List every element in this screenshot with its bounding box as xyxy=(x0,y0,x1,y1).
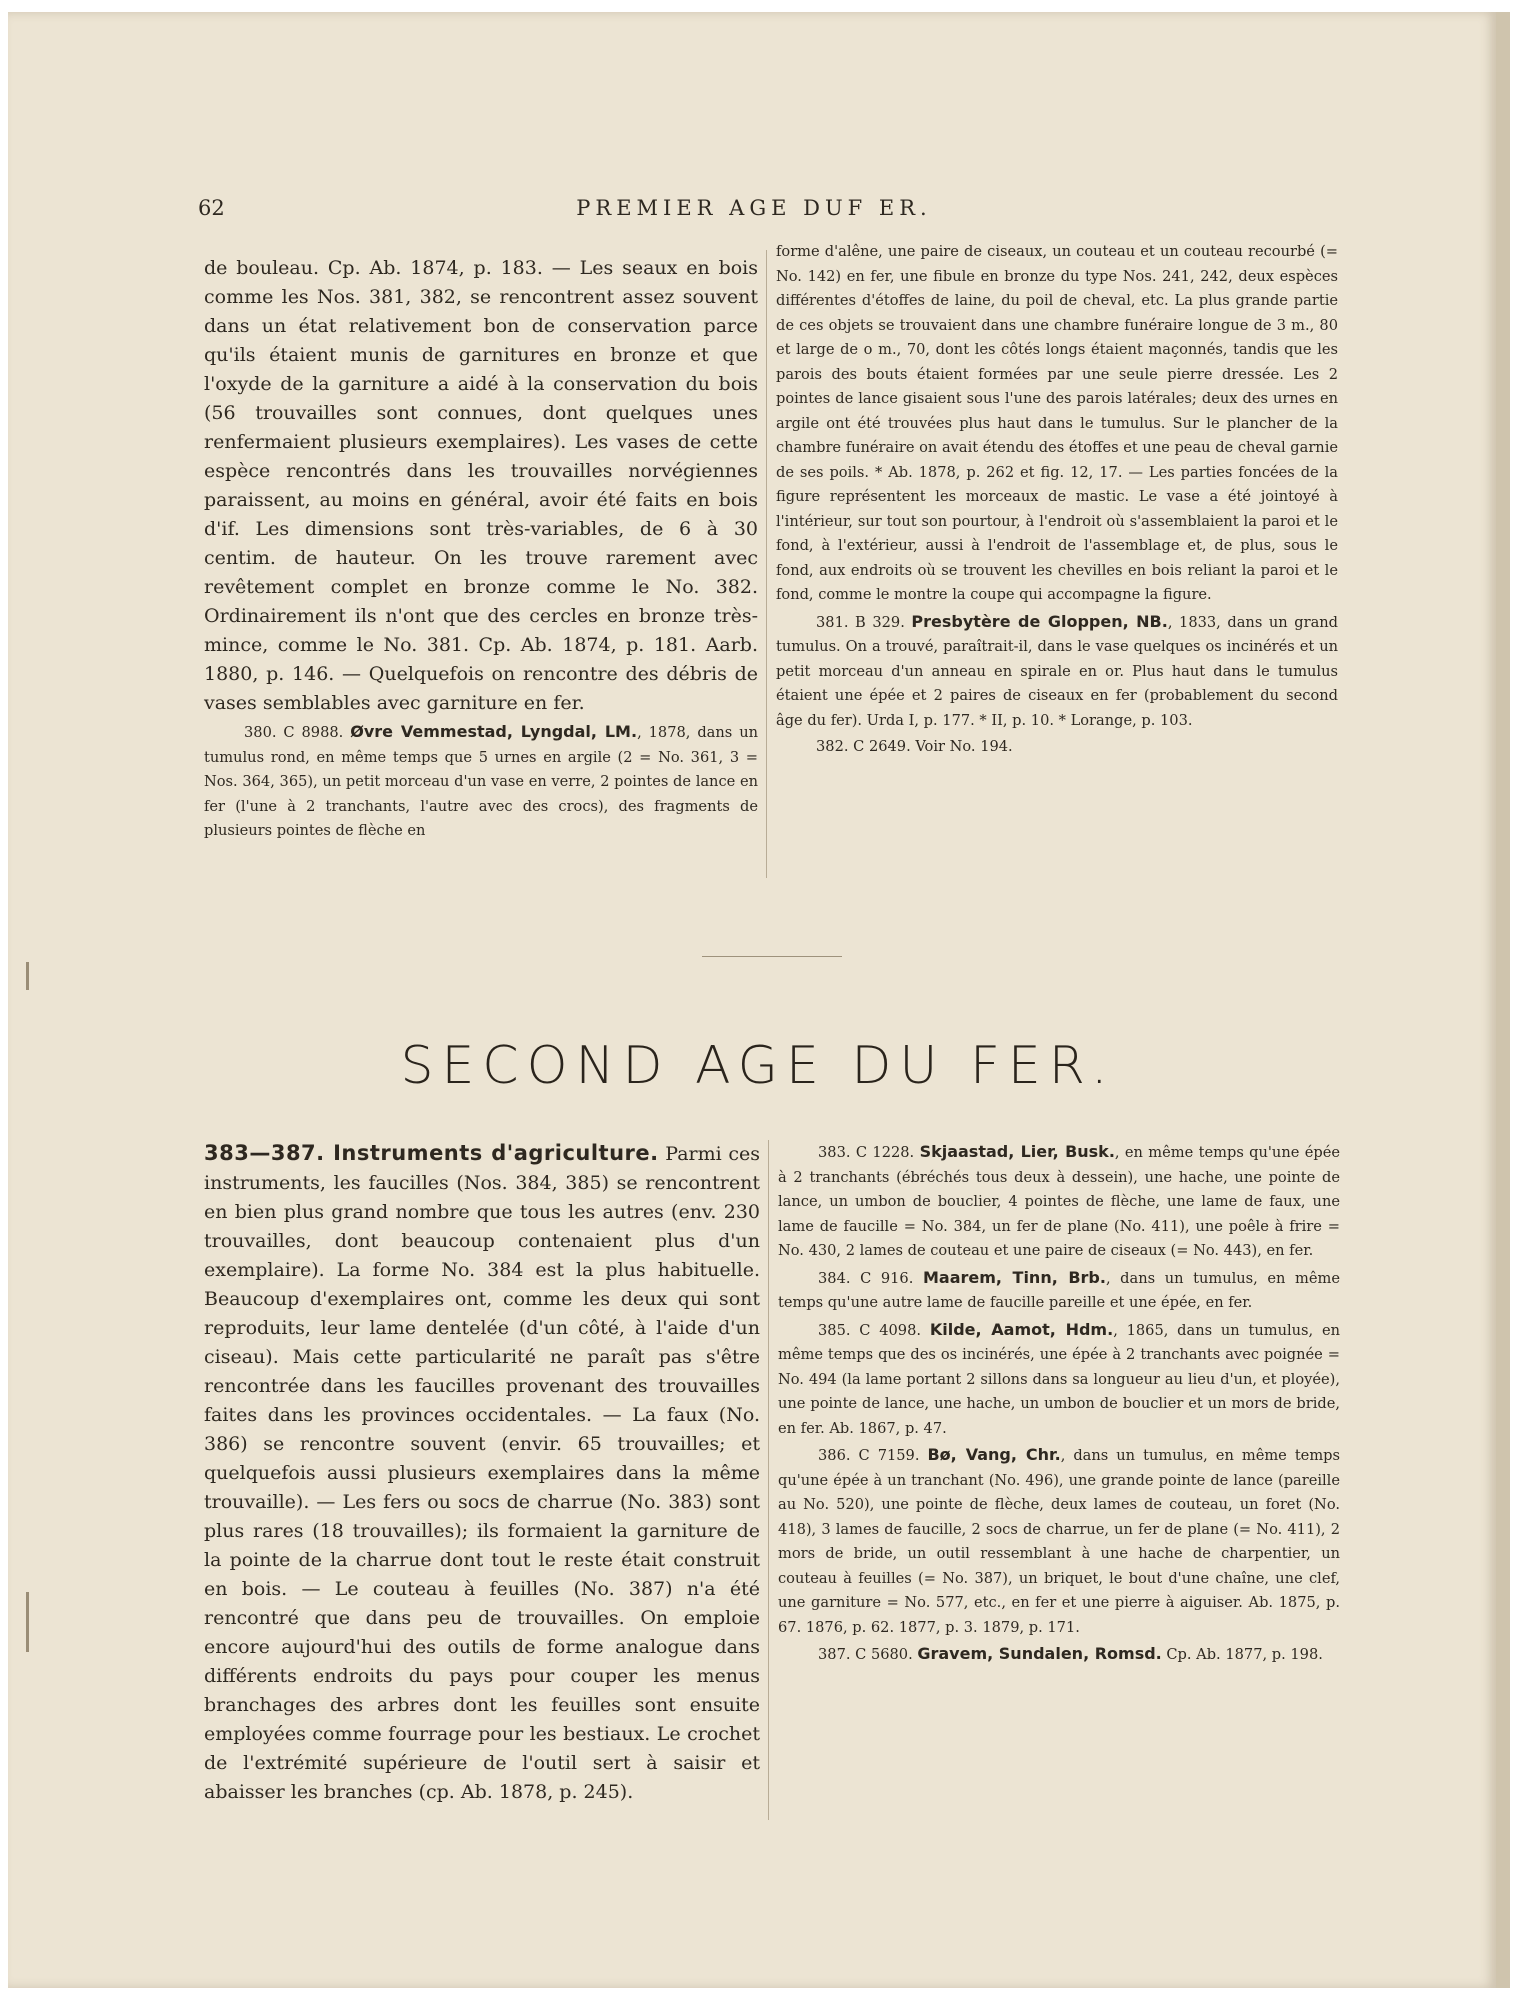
entry-385 xyxy=(778,1318,1340,1442)
page-number: 62 xyxy=(198,196,225,220)
entry-387-text: Cp. Ab. 1877, p. 198. xyxy=(1161,1646,1323,1663)
entry-380-place: Øvre Vemmestad, Lyngdal, LM. xyxy=(350,722,638,741)
paragraph-agriculture-text: Parmi ces instruments, les faucilles (Nos. 384, 385) se rencontrent en bien plus grand nombre que tous les autres (env. 230 trouvailles, dont beaucoup contenaient plus d'un exemplaire). La forme No. 384 est la plus habituelle. Beaucoup d'exemplaires ont, comme les deux qui sont reproduits, leur lame dentelée (d'un côté, à l'aide d'un ciseau). Mais cette particularité ne paraît pas s'être rencontrée dans les faucilles provenant des trouvailles faites dans les provinces occidentales. — La faux (No. 386) se rencontre souvent (envir. 65 trouvailles; et quelquefois aussi plusieurs exemplaires dans la même trouvaille). — Les fers ou socs de charrue (No. 383) sont plus rares (18 trouvailles); ils formaient la garniture de la pointe de la charrue dont tout le reste était construit en bois. — Le couteau à feuilles (No. 387) n'a été rencontré que dans peu de trouvailles. On emploie encore aujourd'hui des outils de forme analogue dans différents endroits du pays pour couper les menus branchages des arbres dont les feuilles sont ensuite employées comme fourrage pour les bestiaux. Le crochet de l'extrémité supérieure de l'outil sert à saisir et abaisser les branches (cp. Ab. 1878, p. 245). xyxy=(204,1143,760,1803)
entry-386-place: Bø, Vang, Chr. xyxy=(927,1445,1061,1464)
entry-382: 382. C 2649. Voir No. 194. xyxy=(816,738,1013,755)
entry-387 xyxy=(778,1642,1340,1668)
page-edge-mark xyxy=(26,962,29,990)
bottom-right-column xyxy=(778,1138,1340,1668)
entry-387-number: 387. C 5680. xyxy=(818,1646,913,1663)
paragraph-buckets: de bouleau. Cp. Ab. 1874, p. 183. — Les seaux en bois comme les Nos. 381, 382, se rencontrent assez souvent dans un état relativement bon de conservation parce qu'ils étaient munis de garnitures en bronze et que l'oxyde de la garniture a aidé à la conservation du bois (56 trouvailles sont connues, dont quelques unes renfermaient plusieurs exemplaires). Les vases de cette espèce rencontrés dans les trouvailles norvégiennes paraissent, au moins en général, avoir été faits en bois d'if. Les dimensions sont très-variables, de 6 à 30 centim. de hauteur. On les trouve rarement avec revêtement complet en bronze comme le No. 382. Ordinairement ils n'ont que des cercles en bronze très-mince, comme le No. 381. Cp. Ab. 1874, p. 181. Aarb. 1880, p. 146. — Quelquefois on rencontre des débris de vases semblables avec garniture en fer. xyxy=(204,257,758,714)
entry-384-place: Maarem, Tinn, Brb. xyxy=(922,1267,1106,1287)
entry-385-number: 385. C 4098. xyxy=(818,1321,922,1339)
entry-383 xyxy=(778,1140,1340,1264)
entry-383-text: , en même temps qu'une épée à 2 tranchants (ébréchés tous deux à dessein), une hache, une pointe de lance, un umbon de bouclier, 4 pointes de flèche, une lame de faux, une lame de faucille = No. 384, un fer de plane (No. 411), une poêle à frire = No. 430, 2 lames de couteau et une paire de ciseaux (= No. 443), en fer. xyxy=(778,1144,1340,1259)
column-divider-top xyxy=(766,250,767,878)
entry-381-text: , 1833, dans un grand tumulus. On a trouvé, paraîtrait-il, dans le vase quelques os incinérés et un petit morceau d'un anneau en spirale en or. Plus haut dans le tumulus étaient une épée et 2 paires de ciseaux en fer (probablement du second âge du fer). Urda I, p. 177. * II, p. 10. * Lorange, p. 103. xyxy=(776,613,1339,729)
top-right-column xyxy=(776,240,1338,760)
entry-381-place: Presbytère de Gloppen, NB. xyxy=(911,611,1168,631)
page-header xyxy=(190,196,1318,228)
entry-383-place: Skjaastad, Lier, Busk. xyxy=(919,1142,1115,1161)
entry-384 xyxy=(778,1266,1340,1316)
entry-386-number: 386. C 7159. xyxy=(818,1447,920,1464)
entry-384-text: , dans un tumulus, en même temps qu'une autre lame de faucille pareille et une épée, en fer. xyxy=(778,1269,1341,1311)
entry-386 xyxy=(778,1443,1340,1640)
entry-384-number: 384. C 916. xyxy=(818,1269,914,1287)
column-divider-bottom xyxy=(768,1140,769,1820)
entry-383-number: 383. C 1228. xyxy=(818,1144,915,1161)
paragraph-agriculture xyxy=(204,1139,760,1807)
entry-380-number: 380. C 8988. xyxy=(244,724,344,741)
section-separator-rule xyxy=(702,956,842,957)
bottom-left-column xyxy=(204,1139,760,1807)
entry-386-text: , dans un tumulus, en même temps qu'une épée à un tranchant (No. 496), une grande pointe de lance (pareille au No. 520), une pointe de flèche, deux lames de couteau, un foret (No. 418), 3 lames de faucille, 2 socs de charrue, un fer de plane (= No. 411), 2 mors de bride, un outil ressemblant à une hache de charpentier, un couteau à feuilles (= No. 387), un briquet, le bout d'une chaîne, une clef, une garniture = No. 577, etc., en fer et une pierre à aiguiser. Ab. 1875, p. 67. 1876, p. 62. 1877, p. 3. 1879, p. 171. xyxy=(778,1447,1340,1636)
entry-387-place: Gravem, Sundalen, Romsd. xyxy=(917,1644,1162,1663)
section-title: SECOND AGE DU FER. xyxy=(400,1036,1116,1096)
entry-385-text: , 1865, dans un tumulus, en même temps que des os incinérés, une épée à 2 tranchants avec poignée = No. 494 (la lame portant 2 sillons dans sa longueur au lieu d'un, et ployée), une pointe de lance, une hache, un umbon de bouclier et un mors de bride, en fer. Ab. 1867, p. 47. xyxy=(778,1321,1341,1437)
page-edge-mark xyxy=(26,1592,29,1652)
paragraph-continued: forme d'alêne, une paire de ciseaux, un couteau et un couteau recourbé (= No. 142) en fer, une fibule en bronze du type Nos. 241, 242, deux espèces différentes d'étoffes de laine, du poil de cheval, etc. La plus grande partie de ces objets se trouvaient dans une chambre funéraire longue de 3 m., 80 et large de o m., 70, dont les côtés longs étaient maçonnés, tandis que les parois des bouts étaient formées par une seule pierre dressée. Les 2 pointes de lance gisaient sous l'une des parois latérales; deux des urnes en argile ont été trouvées plus haut dans le tumulus. Sur le plancher de la chambre funéraire on avait étendu des étoffes et une peau de cheval garnie de ses poils. * Ab. 1878, p. 262 et fig. 12, 17. — Les parties foncées de la figure représentent les morceaux de mastic. Le vase a été jointoyé à l'intérieur, sur tout son pourtour, à l'endroit où s'assemblaient la paroi et le fond, à l'extérieur, aussi à l'endroit de l'assemblage et, de plus, sous le fond, aux endroits où se trouvent les chevilles en bois reliant la paroi et le fond, comme le montre la coupe qui accompagne la figure. xyxy=(776,243,1338,603)
entry-381-number: 381. B 329. xyxy=(816,613,905,631)
top-left-column xyxy=(204,254,758,844)
entry-385-place: Kilde, Aamot, Hdm. xyxy=(929,1319,1114,1339)
entry-380 xyxy=(204,720,758,844)
running-title: PREMIER AGE DUF ER. xyxy=(576,196,932,220)
entry-380-text: , 1878, dans un tumulus rond, en même temps que 5 urnes en argile (2 = No. 361, 3 = Nos. 364, 365), un petit morceau d'un vase en verre, 2 pointes de lance en fer (l'une à 2 tranchants, l'autre avec des crocs), des fragments de plusieurs pointes de flèche en xyxy=(204,724,759,839)
subsection-heading: 383—387. Instruments d'agriculture. xyxy=(204,1141,659,1165)
entry-381 xyxy=(776,610,1338,734)
